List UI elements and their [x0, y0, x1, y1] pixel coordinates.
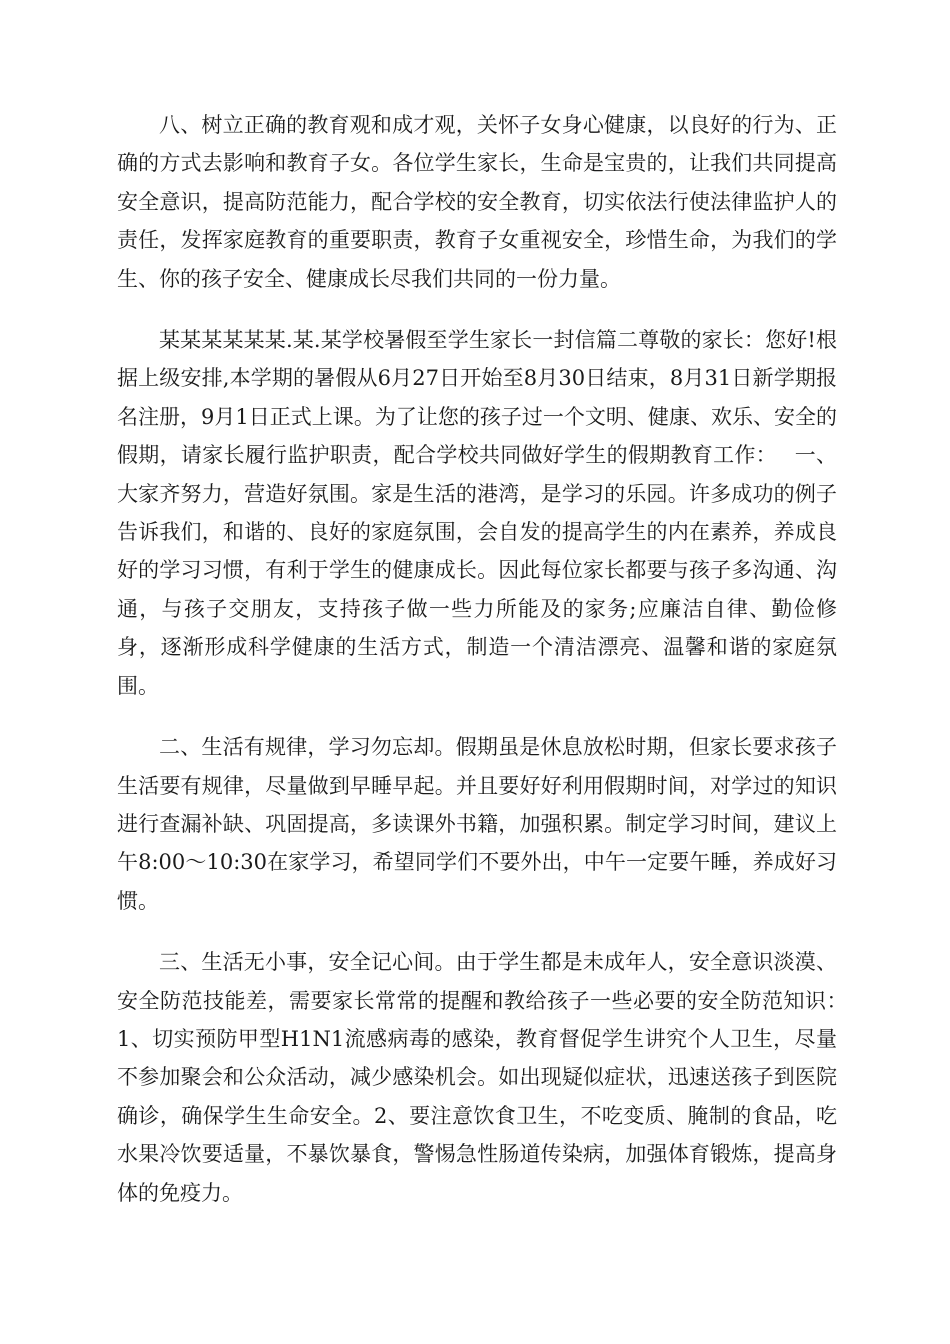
paragraph-3-safety: 三、生活无小事，安全记心间。由于学生都是未成年人，安全意识淡漠、安全防范技能差，需要家长常常的提醒和教给孩子一些必要的安全防范知识： 1、切实预防甲型H1N1流感病毒的感染，教育督促学生讲究个人卫生，尽量不参加聚会和公众活动，减少感染机会。如出现疑似症状，迅速送孩子到医院确诊，确保学生生命安全。2、要注意饮食卫生，不吃变质、腌制的食品，吃水果冷饮要适量，不暴饮暴食，警惕急性肠道传染病，加强体育锻炼，提高身体的免疫力。 — [117, 950, 865, 1205]
paragraph-8-education-view: 八、树立正确的教育观和成才观，关怀子女身心健康，以良好的行为、正确的方式去影响和教育子女。各位学生家长，生命是宝贵的，让我们共同提高安全意识，提高防范能力，配合学校的安全教育，切实依法行使法律监护人的责任，发挥家庭教育的重要职责，教育子女重视安全，珍惜生命，为我们的学生、你的孩子安全、健康成长尽我们共同的一份力量。 — [117, 113, 837, 291]
paragraph-2-regular-life: 二、生活有规律，学习勿忘却。假期虽是休息放松时期，但家长要求孩子生活要有规律，尽量做到早睡早起。并且要好好利用假期时间，对学过的知识进行查漏补缺、巩固提高，多读课外书籍，加强积累。制定学习时间，建议上午8:00～10:30在家学习，希望同学们不要外出，中午一定要午睡，养成好习惯。 — [117, 735, 837, 913]
document-body — [117, 106, 865, 1212]
paragraph-letter-to-parents: 某某某某某某.某.某学校暑假至学生家长一封信篇二尊敬的家长：您好!根据上级安排,本学期的暑假从6月27日开始至8月30日结束，8月31日新学期报名注册，9月1日正式上课。为了让您的孩子过一个文明、健康、欢乐、安全的假期，请家长履行监护职责，配合学校共同做好学生的假期教育工作： 一、大家齐努力，营造好氛围。家是生活的港湾，是学习的乐园。许多成功的例子告诉我们，和谐的、良好的家庭氛围，会自发的提高学生的内在素养，养成良好的学习习惯，有利于学生的健康成长。因此每位家长都要与孩子多沟通、沟通，与孩子交朋友，支持孩子做一些力所能及的家务;应廉洁自律、勤俭修身，逐渐形成科学健康的生活方式，制造一个清洁漂亮、温馨和谐的家庭氛围。 — [117, 328, 837, 698]
